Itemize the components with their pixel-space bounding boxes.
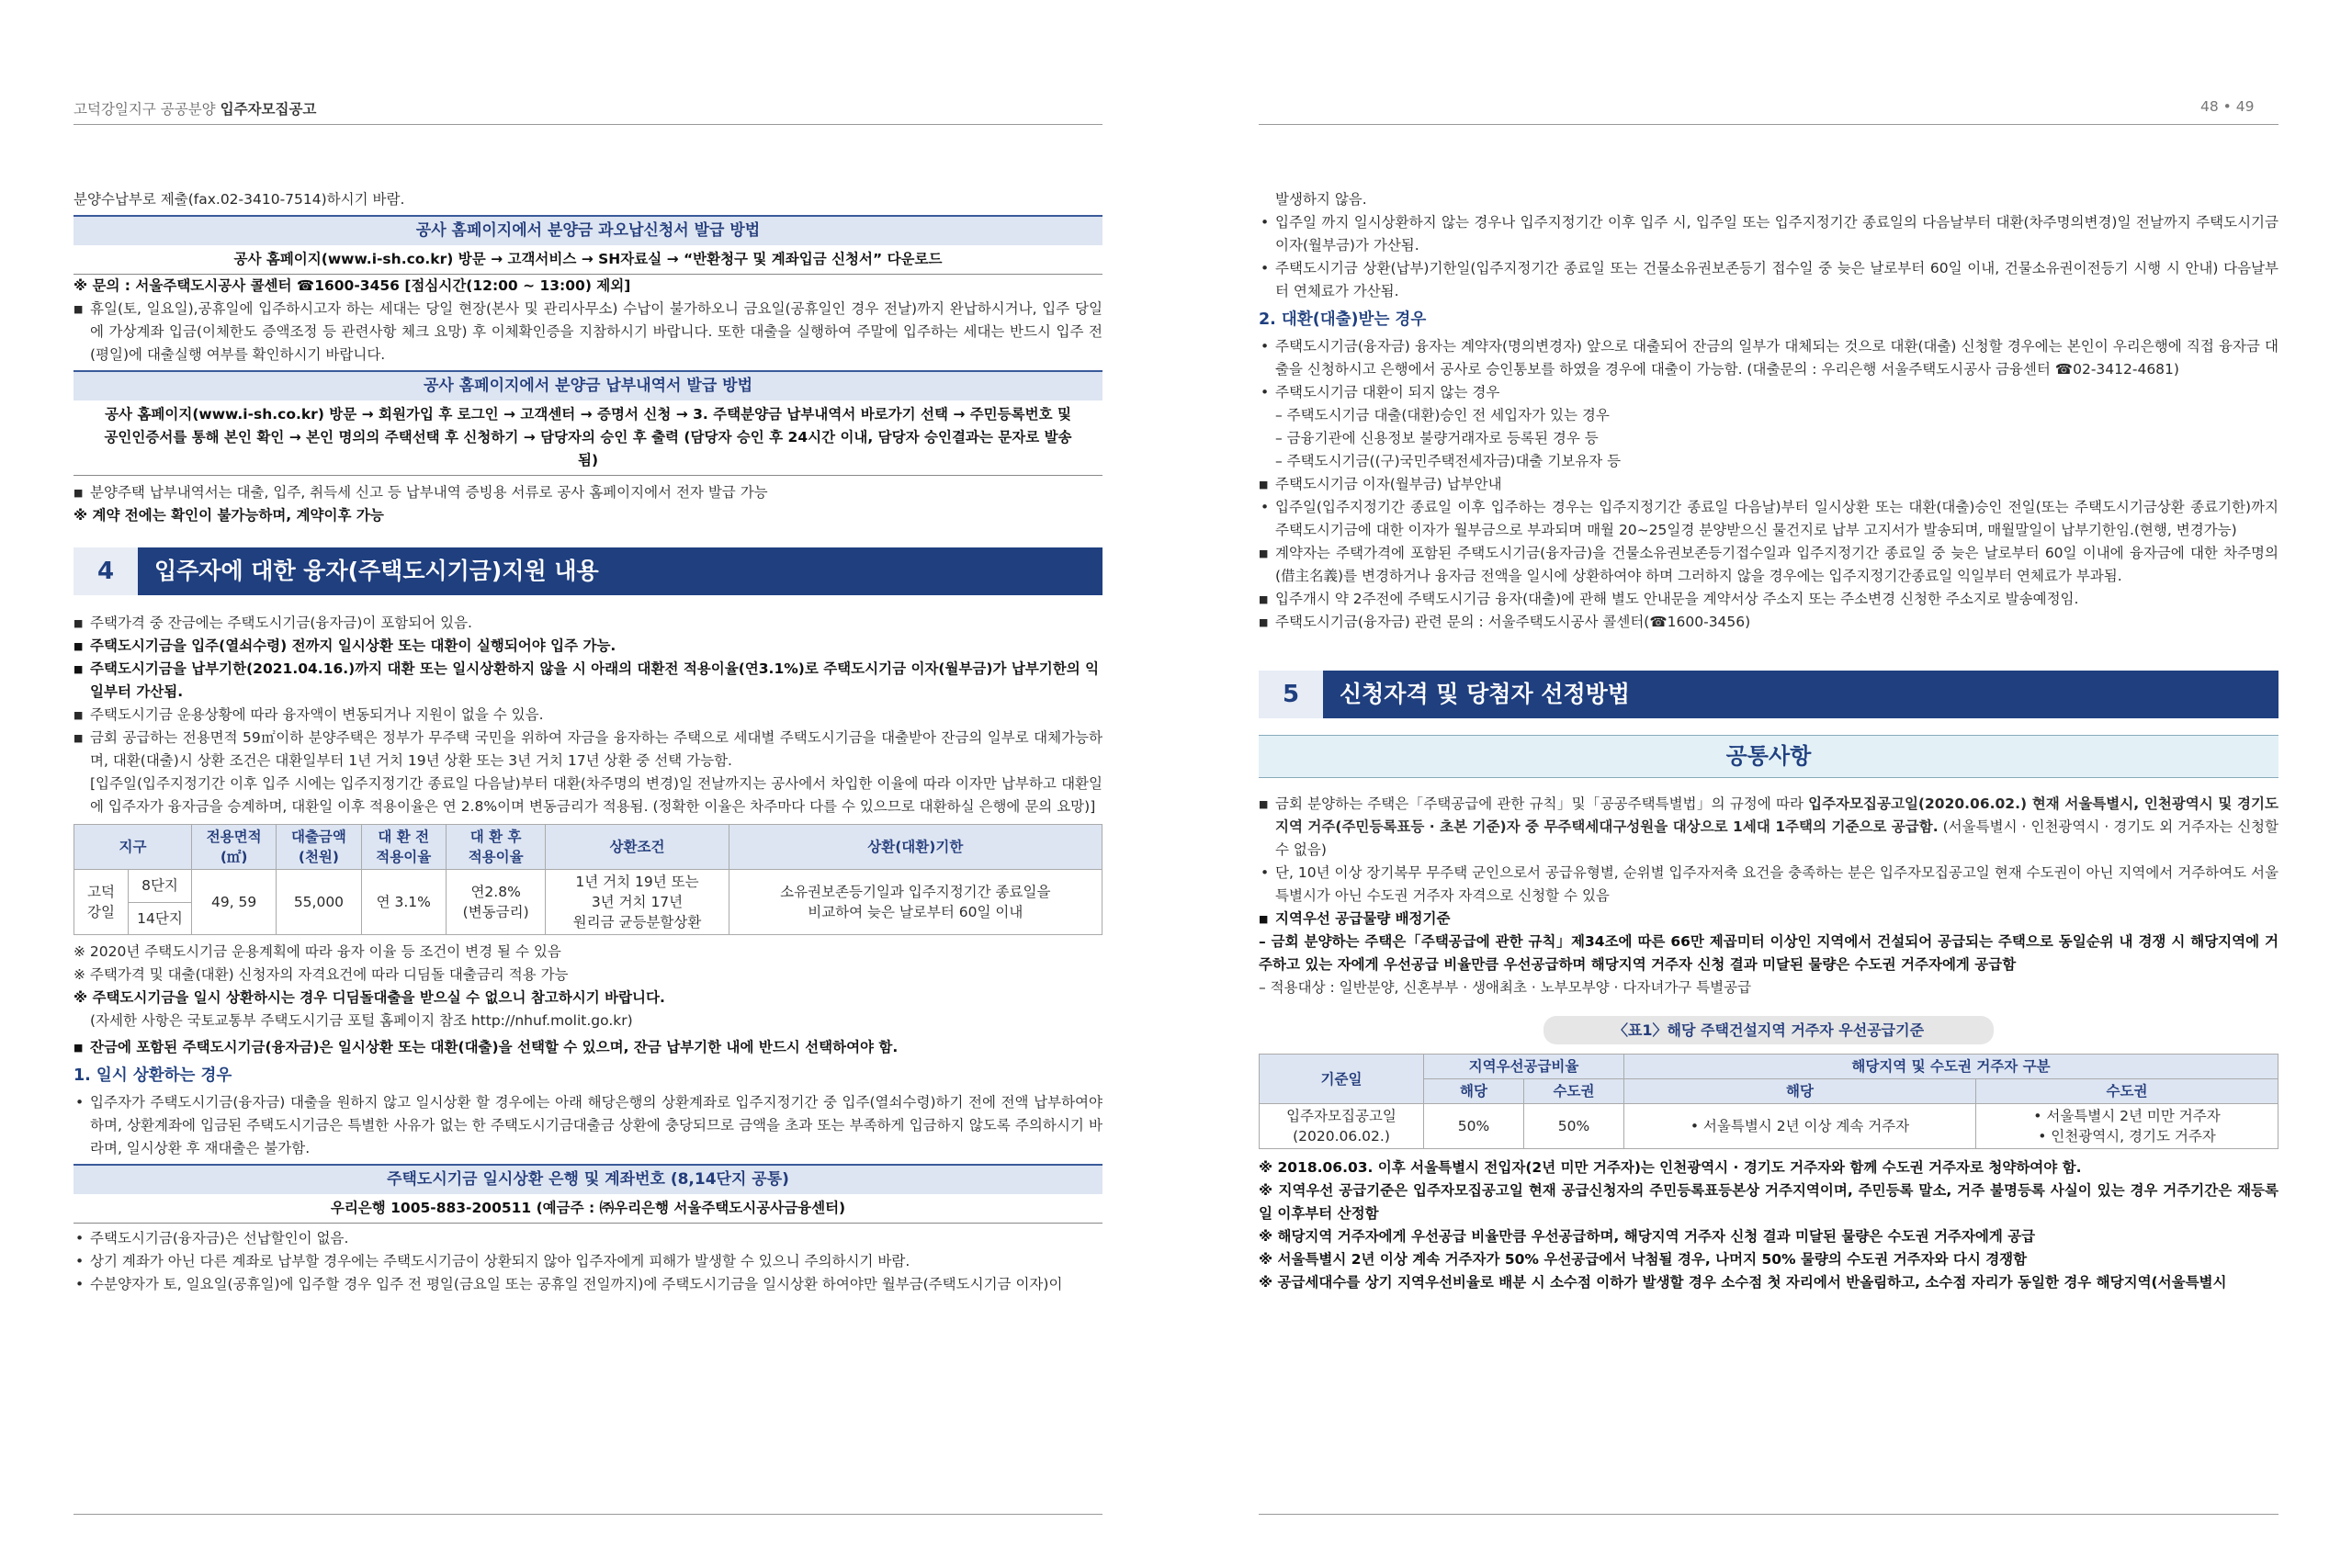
table-cell: 49, 59	[192, 870, 277, 935]
table-cell: 1년 거치 19년 또는 3년 거치 17년 원리금 균등분할상환	[546, 870, 729, 935]
table-header: 해당지역 및 수도권 거주자 구분	[1624, 1055, 2278, 1079]
right-page	[1259, 188, 2278, 1294]
table-header: 대 환 후 적용이율	[446, 825, 546, 870]
bullet: • 입주일 까지 일시상환하지 않는 경우나 입주지정기간 이후 입주 시, 입주일 또는 입주지정기간 종료일의 다음날부터 대환(차주명의변경)일 전날까지 주택도시기금 이자(월부금)가 가산됨.	[1259, 211, 2278, 257]
page-numbers: 48 • 49	[2200, 98, 2255, 115]
bullet: ■ 분양주택 납부내역서는 대출, 입주, 취득세 신고 등 납부내역 증빙용 서류로 공사 홈페이지에서 전자 발급 가능	[74, 481, 1102, 504]
bullet: ■ 지역우선 공급물량 배정기준	[1259, 908, 2278, 931]
subheading: 2. 대환(대출)받는 경우	[1259, 310, 1427, 329]
bullet: ■ 휴일(토, 일요일),공휴일에 입주하시고자 하는 세대는 당일 현장(본사 및 관리사무소) 수납이 불가하오니 금요일(공휴일인 경우 전날)까지 완납하시거나, 입주 당일에 가상계좌 입금(이체한도 증액조정 등 관련사항 체크 요망) 후 이체확인증을 지참하시기 바랍니다. 또한 대출을 실행하여 주말에 입주하는 세대는 반드시 입주 전(평일)에 대출실행 여부를 확인하시기 바랍니다.	[74, 298, 1102, 367]
dash-item: – 금융기관에 신용정보 불량거래자로 등록된 경우 등	[1275, 430, 1599, 446]
section-4-header	[74, 547, 1102, 595]
header-rule	[74, 124, 1102, 125]
bullet: • 주택도시기금 상환(납부)기한일(입주지정기간 종료일 또는 건물소유권보존등기 접수일 중 늦은 날로부터 60일 이내, 건물소유권이전등기 시행 시 안내) 다음날부터 연체료가 가산됨.	[1259, 257, 2278, 303]
header-rule	[1259, 124, 2278, 125]
common-heading: 공통사항	[1259, 735, 2278, 778]
section-5-header	[1259, 671, 2278, 718]
running-header: 고덕강일지구 공공분양 입주자모집공고	[74, 101, 317, 118]
note: (자세한 사항은 국토교통부 주택도시기금 포털 홈페이지 참조 http://nhuf.molit.go.kr)	[90, 1012, 633, 1029]
footer-rule	[1259, 1514, 2278, 1515]
section-number: 4	[74, 547, 138, 595]
paragraph: 분양수납부로 제출(fax.02-3410-7514)하시기 바람.	[74, 191, 405, 208]
note: ※ 계약 전에는 확인이 불가능하며, 계약이후 가능	[74, 507, 384, 524]
box-title: 주택도시기금 일시상환 은행 및 계좌번호 (8,14단지 공통)	[74, 1164, 1102, 1194]
footer-rule	[74, 1514, 1102, 1515]
table-header: 상환조건	[546, 825, 729, 870]
dash-item: – 주택도시기금((구)국민주택전세자금)대출 기보유자 등	[1275, 453, 1622, 469]
paragraph: 발생하지 않음.	[1275, 191, 1367, 208]
note: ※ 주택가격 및 대출(대환) 신청자의 자격요건에 따라 디딤돌 대출금리 적용 가능	[74, 966, 569, 983]
table-header: 수도권	[1976, 1079, 2278, 1104]
bullet: ■ 주택도시기금 운용상황에 따라 융자액이 변동되거나 지원이 없을 수 있음.	[74, 704, 1102, 727]
box-title: 공사 홈페이지에서 분양금 납부내역서 발급 방법	[74, 370, 1102, 400]
bullet: ■ 금회 분양하는 주택은「주택공급에 관한 규칙」및「공공주택특별법」의 규정에 따라 입주자모집공고일(2020.06.02.) 현재 서울특별시, 인천광역시 및 경기도 지역 거주(주민등록표등 · 초본 기준)자 중 무주택세대구성원을 대상으로 1세대 1주택의 기준으로 공급함. (서울특별시 · 인천광역시 · 경기도 외 거주자는 신청할 수 없음)	[1259, 793, 2278, 862]
table-cell: 연 3.1%	[361, 870, 446, 935]
box-body: 우리은행 1005-883-200511 (예금주 : ㈜우리은행 서울주택도시공사금융센터)	[74, 1194, 1102, 1224]
bullet: ■ 주택가격 중 잔금에는 주택도시기금(융자금)이 포함되어 있음.	[74, 612, 1102, 635]
table-cell: 고덕 강일	[74, 870, 129, 935]
table-cell: • 서울특별시 2년 이상 계속 거주자	[1624, 1104, 1976, 1149]
bullet: • 입주일(입주지정기간 종료일 이후 입주하는 경우는 입주지정기간 종료일 다음날)부터 일시상환 또는 대환(대출)승인 전일(또는 주택도시기금상환 종료기한)까지 주택도시기금에 대한 이자가 월부금으로 부과되며 매월 20~25일경 분양받으신 물건지로 납부 고지서가 발송되며, 매월말일이 납부기한임.(현행, 변경가능)	[1259, 496, 2278, 542]
bullet: ■ 금회 공급하는 전용면적 59㎡이하 분양주택은 정부가 무주택 국민을 위하여 자금을 융자하는 주택으로 세대별 주택도시기금을 대출받아 잔금의 일부로 대체가능하며, 대환(대출)시 상환 조건은 대환일부터 1년 거치 19년 상환 또는 3년 거치 17년 상환 중 선택 가능함.	[74, 727, 1102, 773]
bullet: ■ 입주개시 약 2주전에 주택도시기금 융자(대출)에 관해 별도 안내문을 계약서상 주소지 또는 주소변경 신청한 주소지로 발송예정임.	[1259, 588, 2278, 611]
table-header: 대출금액 (천원)	[277, 825, 361, 870]
subheading: 1. 일시 상환하는 경우	[74, 1066, 232, 1085]
table-cell: 소유권보존등기일과 입주지정기간 종료일을 비교하여 늦은 날로부터 60일 이내	[729, 870, 1102, 935]
table-cell: 50%	[1424, 1104, 1524, 1149]
table-cell: 8단지	[129, 870, 192, 903]
note: ※ 2020년 주택도시기금 운용계획에 따라 융자 이율 등 조건이 변경 될 수 있음	[74, 943, 561, 960]
section-title: 신청자격 및 당첨자 선정방법	[1340, 681, 1630, 707]
note: ※ 지역우선 공급기준은 입주자모집공고일 현재 공급신청자의 주민등록표등본상 거주지역이며, 주민등록 말소, 거주 불명등록 사실이 있는 경우 거주기간은 재등록일 이후부터 산정함	[1259, 1182, 2278, 1222]
box-title: 공사 홈페이지에서 분양금 과오납신청서 발급 방법	[74, 215, 1102, 245]
bullet: • 주택도시기금(융자금)은 선납할인이 없음.	[74, 1227, 1102, 1250]
table-cell: 50%	[1524, 1104, 1624, 1149]
box-body: 공사 홈페이지(www.i-sh.co.kr) 방문 → 고객서비스 → SH자료실 → “반환청구 및 계좌입금 신청서” 다운로드	[74, 245, 1102, 275]
bullet: • 주택도시기금 대환이 되지 않는 경우	[1259, 381, 2278, 404]
bullet: • 주택도시기금(융자금) 융자는 계약자(명의변경자) 앞으로 대출되어 잔금의 일부가 대체되는 것으로 대환(대출) 신청할 경우에는 본인이 우리은행에 직접 융자금 대출을 신청하시고 은행에서 공사로 승인통보를 하였을 경우에 대출이 가능함. (대출문의 : 우리은행 서울주택도시공사 금융센터 ☎02-3412-4681)	[1259, 335, 2278, 381]
table-header: 전용면적 (㎡)	[192, 825, 277, 870]
bullet: ■ 주택도시기금(융자금) 관련 문의 : 서울주택도시공사 콜센터(☎1600-3456)	[1259, 611, 2278, 634]
priority-table	[1259, 1054, 2278, 1149]
bullet: • 수분양자가 토, 일요일(공휴일)에 입주할 경우 입주 전 평일(금요일 또는 공휴일 전일까지)에 주택도시기금을 일시상환 하여야만 월부금(주택도시기금 이자)이	[74, 1273, 1102, 1296]
bullet: ■ 주택도시기금을 납부기한(2021.04.16.)까지 대환 또는 일시상환하지 않을 시 아래의 대환전 적용이율(연3.1%)로 주택도시기금 이자(월부금)가 납부기한의 익일부터 가산됨.	[74, 658, 1102, 704]
bullet: ■ 계약자는 주택가격에 포함된 주택도시기금(융자금)을 건물소유권보존등기접수일과 입주지정기간 종료일 중 늦은 날로부터 60일 이내에 융자금에 대한 차주명의(借主名義)를 변경하거나 융자금 전액을 일시에 상환하여야 하며 그러하지 않을 경우에는 입주지정기간종료일 익일부터 연체료가 부과됨.	[1259, 542, 2278, 588]
table-cell: 입주자모집공고일 (2020.06.02.)	[1260, 1104, 1424, 1149]
table-header: 해당	[1424, 1079, 1524, 1104]
bullet: • 상기 계좌가 아닌 다른 계좌로 납부할 경우에는 주택도시기금이 상환되지 않아 입주자에게 피해가 발생할 수 있으니 주의하시기 바람.	[74, 1250, 1102, 1273]
note: ※ 해당지역 거주자에게 우선공급 비율만큼 우선공급하며, 해당지역 거주자 신청 결과 미달된 물량은 수도권 거주자에게 공급	[1259, 1228, 2036, 1245]
dash-item: – 적용대상 : 일반분양, 신혼부부 · 생애최초 · 노부모부양 · 다자녀가구 특별공급	[1259, 979, 1752, 996]
bullet: ■ 잔금에 포함된 주택도시기금(융자금)은 일시상환 또는 대환(대출)을 선택할 수 있으며, 잔금 납부기한 내에 반드시 선택하여야 함.	[74, 1036, 1102, 1059]
bullet: • 입주자가 주택도시기금(융자금) 대출을 원하지 않고 일시상환 할 경우에는 아래 해당은행의 상환계좌로 입주지정기간 중 입주(열쇠수령)하기 전에 전액 납부하여야 하며, 상환계좌에 입금된 주택도시기금은 특별한 사유가 없는 한 주택도시기금대출금 상환에 충당되므로 금액을 초과 또는 부족하게 입금하지 않도록 주의하시기 바라며, 일시상환 후 재대출은 불가함.	[74, 1091, 1102, 1160]
table-header: 수도권	[1524, 1079, 1624, 1104]
table-cell: 14단지	[129, 902, 192, 935]
note: ※ 주택도시기금을 일시 상환하시는 경우 디딤돌대출을 받으실 수 없으니 참고하시기 바랍니다.	[74, 989, 665, 1006]
section-title: 입주자에 대한 융자(주택도시기금)지원 내용	[154, 558, 599, 584]
note: ※ 문의 : 서울주택도시공사 콜센터 ☎1600-3456 [점심시간(12:00 ~ 13:00) 제외]	[74, 277, 631, 294]
left-page	[74, 188, 1102, 1296]
table-header: 기준일	[1260, 1055, 1424, 1104]
note: ※ 2018.06.03. 이후 서울특별시 전입자(2년 미만 거주자)는 인천광역시 · 경기도 거주자와 함께 수도권 거주자로 청약하여야 함.	[1259, 1159, 2082, 1176]
table-cell: • 서울특별시 2년 미만 거주자 • 인천광역시, 경기도 거주자	[1976, 1104, 2278, 1149]
bullet: ■ 주택도시기금을 입주(열쇠수령) 전까지 일시상환 또는 대환이 실행되어야 입주 가능.	[74, 635, 1102, 658]
loan-table	[74, 824, 1102, 935]
table-header: 대 환 전 적용이율	[361, 825, 446, 870]
table-header: 지구	[74, 825, 192, 870]
table-header: 해당	[1624, 1079, 1976, 1104]
section-number: 5	[1259, 671, 1323, 718]
box-body: 공사 홈페이지(www.i-sh.co.kr) 방문 → 회원가입 후 로그인 → 고객센터 → 증명서 신청 → 3. 주택분양금 납부내역서 바로가기 선택 → 주민등록번호 및 공인인증서를 통해 본인 확인 → 본인 명의의 주택선택 후 신청하기 → 담당자의 승인 후 출력 (담당자 승인 후 24시간 이내, 담당자 승인결과는 문자로 발송됨)	[74, 400, 1102, 476]
note: ※ 서울특별시 2년 이상 계속 거주자가 50% 우선공급에서 낙첨될 경우, 나머지 50% 물량의 수도권 거주자와 다시 경쟁함	[1259, 1251, 2028, 1268]
table-cell: 55,000	[277, 870, 361, 935]
dash-item: – 금회 분양하는 주택은「주택공급에 관한 규칙」제34조에 따른 66만 제곱미터 이상인 지역에서 건설되어 공급되는 주택으로 동일순위 내 경쟁 시 해당지역에 거주하고 있는 자에게 우선공급 비율만큼 우선공급하며 해당지역 거주자 신청 결과 미달된 물량은 수도권 거주자에게 공급함	[1259, 933, 2278, 973]
dash-item: – 주택도시기금 대출(대환)승인 전 세입자가 있는 경우	[1275, 407, 1610, 423]
table-header: 지역우선공급비율	[1424, 1055, 1624, 1079]
bullet: ■ 주택도시기금 이자(월부금) 납부안내	[1259, 473, 2278, 496]
table-header: 상환(대환)기한	[729, 825, 1102, 870]
table-caption: 〈표1〉해당 주택건설지역 거주자 우선공급기준	[1544, 1016, 1994, 1044]
bullet: • 단, 10년 이상 장기복무 무주택 군인으로서 공급유형별, 순위별 입주자저축 요건을 충족하는 분은 입주자모집공고일 현재 수도권이 아닌 지역에서 거주하여도 서울특별시가 아닌 수도권 거주자 자격으로 신청할 수 있음	[1259, 862, 2278, 908]
table-cell: 연2.8% (변동금리)	[446, 870, 546, 935]
paragraph: [입주일(입주지정기간 이후 입주 시에는 입주지정기간 종료일 다음날)부터 대환(차주명의 변경)일 전날까지는 공사에서 차입한 이율에 따라 이자만 납부하고 대환일에 입주자가 융자금을 승계하며, 대환일 이후 적용이율은 연 2.8%이며 변동금리가 적용됨. (정확한 이율은 차주마다 다를 수 있으므로 대환하실 은행에 문의 요망)]	[90, 775, 1102, 815]
note: ※ 공급세대수를 상기 지역우선비율로 배분 시 소수점 이하가 발생할 경우 소수점 첫 자리에서 반올림하고, 소수점 자리가 동일한 경우 해당지역(서울특별시	[1259, 1274, 2227, 1291]
